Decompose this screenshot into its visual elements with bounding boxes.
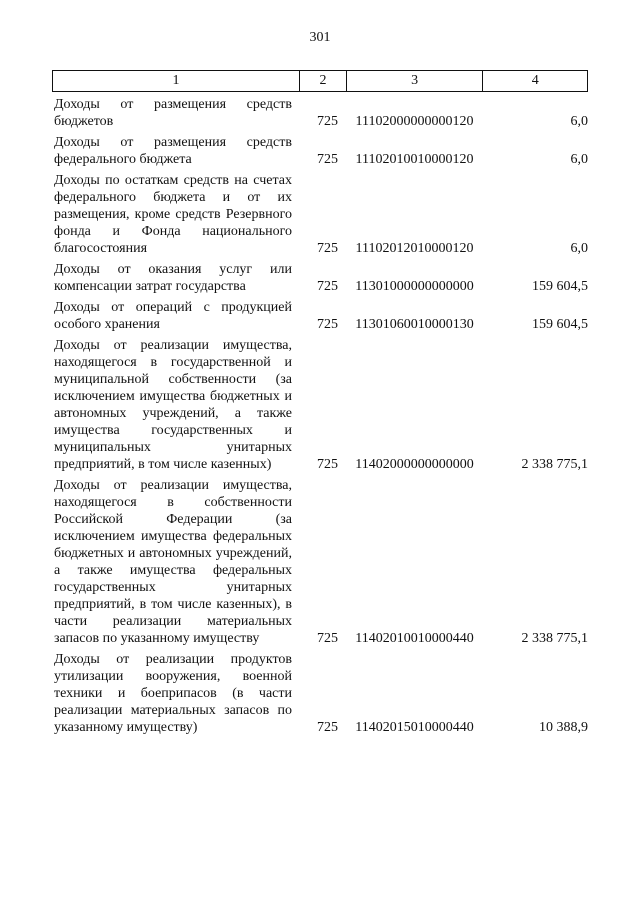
row-description: Доходы от реализации продуктов утилизации вооружения, военной техники и боеприпасов (в части реализации материальных запасов по указанному имуществу): [54, 652, 292, 735]
header-col-2: 2: [299, 71, 346, 91]
row-amount: 10 388,9: [539, 720, 588, 735]
row-description: Доходы от реализации имущества, находящегося в собственности Российской Федерации (за исключением имущества федеральных бюджетных и автономных учреждений, а также имущества федеральных государственных унитарных предприятий, в том числе казенных), в части реализации материальных запасов по указанному имуществу: [54, 478, 292, 646]
row-amount: 159 604,5: [532, 317, 588, 332]
table-row: [52, 477, 588, 647]
row-code: 725: [317, 631, 338, 646]
row-code: 725: [317, 114, 338, 129]
row-kbk: 11301060010000130: [355, 317, 474, 332]
row-kbk: 11102010010000120: [355, 152, 474, 167]
table-row: [52, 134, 588, 168]
page-number: 301: [309, 30, 331, 45]
row-kbk: 11102000000000120: [355, 114, 474, 129]
header-col-1: 1: [172, 73, 180, 88]
table-row: [52, 261, 588, 295]
row-amount: 2 338 775,1: [521, 631, 588, 646]
row-kbk: 11402015010000440: [355, 720, 474, 735]
table-row: [52, 299, 588, 333]
row-description: Доходы от операций с продукцией особого хранения: [54, 300, 292, 332]
row-kbk: 11402000000000000: [355, 457, 474, 472]
row-amount: 6,0: [570, 114, 588, 129]
row-code: 725: [317, 279, 338, 294]
header-col-3: 3: [346, 71, 482, 91]
row-code: 725: [317, 152, 338, 167]
row-amount: 159 604,5: [532, 279, 588, 294]
row-code: 725: [317, 317, 338, 332]
row-kbk: 11301000000000000: [355, 279, 474, 294]
table-header: [52, 70, 588, 92]
row-description: Доходы от реализации имущества, находящегося в государственной и муниципальной собственности (за исключением имущества бюджетных и автономных учреждений, а также имущества государственных и муниципальных унитарных предприятий, в том числе казенных): [54, 338, 292, 472]
row-code: 725: [317, 457, 338, 472]
row-code: 725: [317, 720, 338, 735]
row-description: Доходы от размещения средств федерального бюджета: [54, 135, 292, 167]
row-description: Доходы от размещения средств бюджетов: [54, 97, 292, 129]
table-row: [52, 172, 588, 257]
row-kbk: 11102012010000120: [355, 241, 474, 256]
row-amount: 6,0: [570, 241, 588, 256]
row-kbk: 11402010010000440: [355, 631, 474, 646]
table-row: [52, 651, 588, 736]
row-description: Доходы по остаткам средств на счетах федерального бюджета и от их размещения, кроме средств Резервного фонда и Фонда национального благосостояния: [54, 173, 292, 256]
table-row: [52, 337, 588, 473]
row-code: 725: [317, 241, 338, 256]
row-amount: 6,0: [570, 152, 588, 167]
row-description: Доходы от оказания услуг или компенсации затрат государства: [54, 262, 292, 294]
revenue-table: [52, 70, 588, 736]
row-amount: 2 338 775,1: [521, 457, 588, 472]
header-col-4: 4: [482, 71, 587, 91]
table-row: [52, 96, 588, 130]
